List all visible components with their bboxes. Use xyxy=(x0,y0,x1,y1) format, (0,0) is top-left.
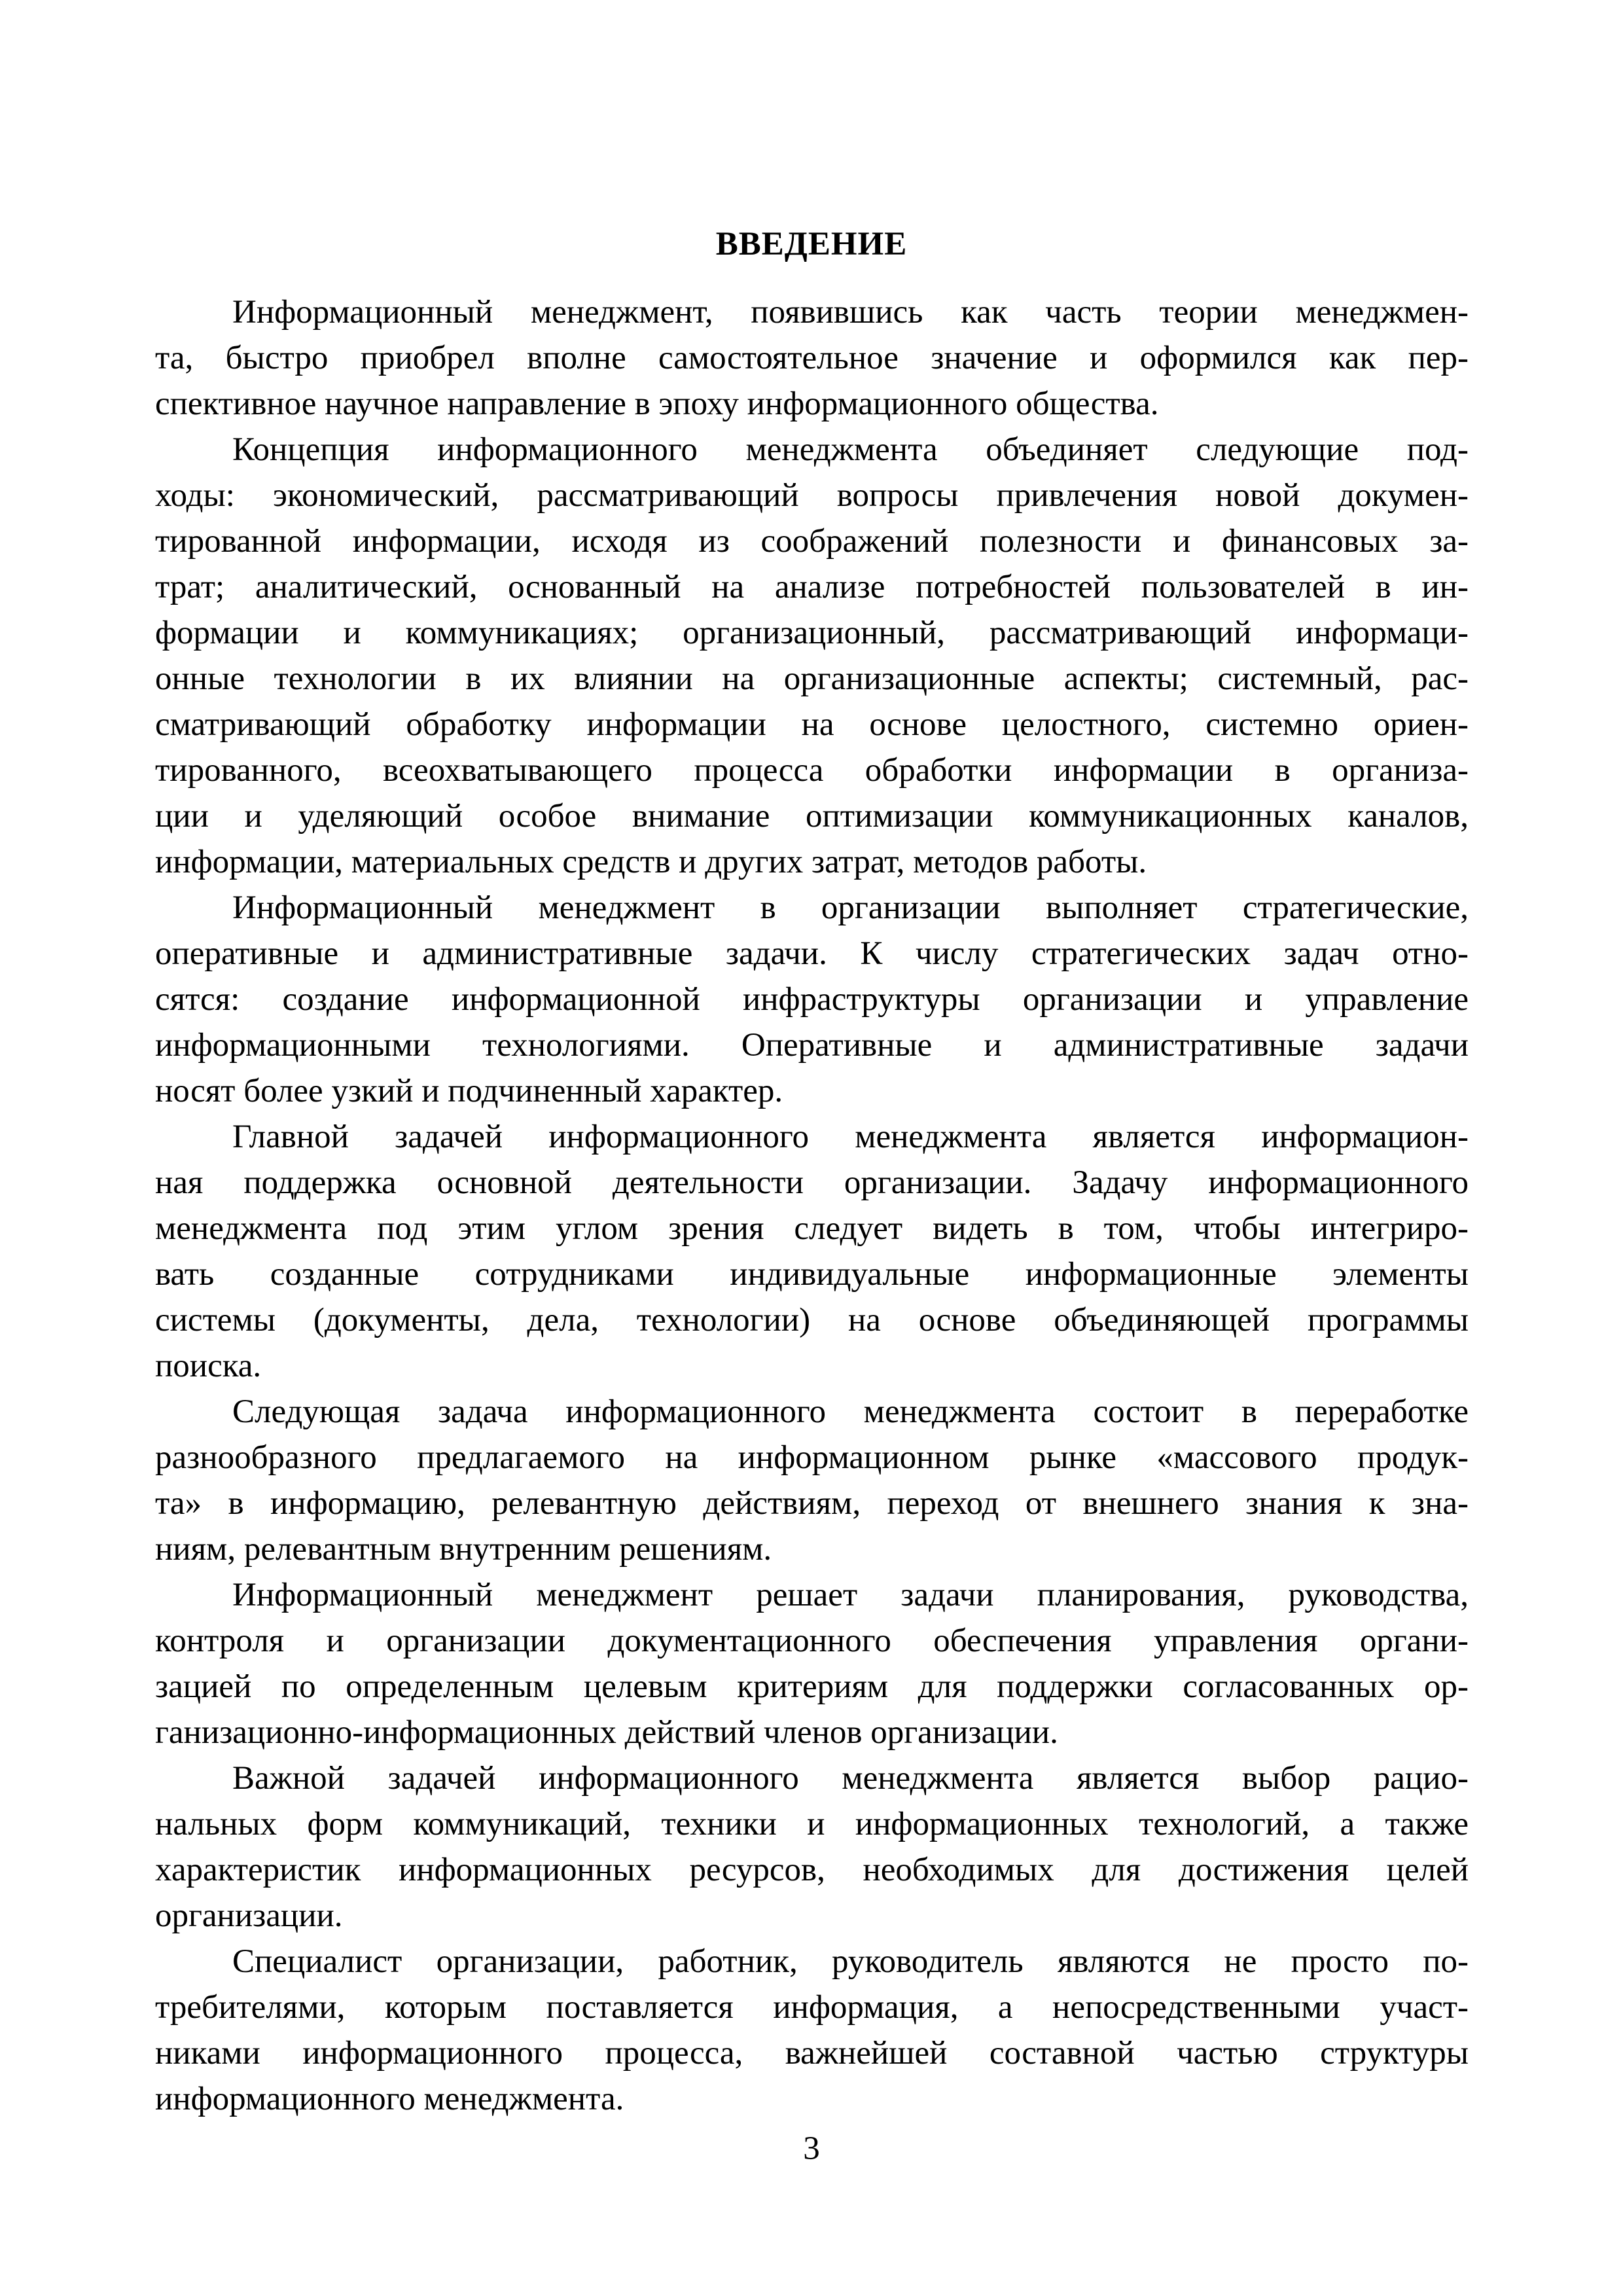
paragraph-line: нальных форм коммуникаций, техники и информационных технологий, а также xyxy=(155,1806,1469,1842)
paragraph-line: ганизационно-информационных действий членов организации. xyxy=(155,1714,1058,1751)
paragraph-line: менеджмента под этим углом зрения следует видеть в том, чтобы интегриро- xyxy=(155,1210,1469,1247)
paragraph-line: Информационный менеджмент в организации выполняет стратегические, xyxy=(232,889,1469,926)
paragraph-line: оперативные и административные задачи. К числу стратегических задач отно- xyxy=(155,935,1469,972)
paragraph-line: носят более узкий и подчиненный характер. xyxy=(155,1073,783,1109)
paragraph-line: ции и уделяющий особое внимание оптимизации коммуникационных каналов, xyxy=(155,798,1469,834)
paragraph-line: зацией по определенным целевым критериям для поддержки согласованных ор- xyxy=(155,1668,1469,1705)
paragraph-line: Информационный менеджмент, появившись как часть теории менеджмен- xyxy=(232,294,1469,331)
paragraph-line: вать созданные сотрудниками индивидуальные информационные элементы xyxy=(155,1256,1469,1293)
paragraph-line: Важной задачей информационного менеджмента является выбор рацио- xyxy=(232,1760,1469,1797)
paragraph-line: контроля и организации документационного обеспечения управления органи- xyxy=(155,1623,1469,1659)
paragraph-line: та» в информацию, релевантную действиям, переход от внешнего знания к зна- xyxy=(155,1485,1469,1522)
paragraph-line: информации, материальных средств и других затрат, методов работы. xyxy=(155,844,1147,880)
paragraph-line: ниям, релевантным внутренним решениям. xyxy=(155,1531,772,1568)
paragraph-line: разнообразного предлагаемого на информационном рынке «массового продук- xyxy=(155,1439,1469,1476)
paragraph-line: тированной информации, исходя из соображений полезности и финансовых за- xyxy=(155,523,1469,560)
paragraph-line: Специалист организации, работник, руководитель являются не просто по- xyxy=(232,1943,1469,1980)
paragraph-line: системы (документы, дела, технологии) на основе объединяющей программы xyxy=(155,1302,1469,1338)
body-paragraph xyxy=(155,289,1469,427)
body-paragraph xyxy=(155,1572,1469,1755)
paragraph-line: требителями, которым поставляется информация, а непосредственными участ- xyxy=(155,1989,1469,2026)
paragraph-line: Концепция информационного менеджмента объединяет следующие под- xyxy=(232,431,1469,468)
paragraph-line: формации и коммуникациях; организационный, рассматривающий информаци- xyxy=(155,615,1469,651)
body-paragraph xyxy=(155,1755,1469,1939)
paragraph-line: сятся: создание информационной инфраструктуры организации и управление xyxy=(155,981,1469,1018)
paragraph-line: Информационный менеджмент решает задачи планирования, руководства, xyxy=(232,1577,1469,1613)
paragraph-line: ходы: экономический, рассматривающий вопросы привлечения новой докумен- xyxy=(155,477,1469,514)
body-paragraph xyxy=(155,427,1469,885)
body-paragraph xyxy=(155,885,1469,1114)
paragraph-line: ная поддержка основной деятельности организации. Задачу информационного xyxy=(155,1164,1469,1201)
body-paragraph xyxy=(155,1114,1469,1389)
paragraph-line: спективное научное направление в эпоху информационного общества. xyxy=(155,386,1159,422)
paragraph-line: поиска. xyxy=(155,1348,262,1384)
document-body xyxy=(155,289,1469,2122)
body-paragraph xyxy=(155,1389,1469,1572)
paragraph-line: никами информационного процесса, важнейшей составной частью структуры xyxy=(155,2035,1469,2072)
paragraph-line: онные технологии в их влиянии на организационные аспекты; системный, рас- xyxy=(155,660,1469,697)
paragraph-line: информационными технологиями. Оперативные и административные задачи xyxy=(155,1027,1469,1064)
paragraph-line: трат; аналитический, основанный на анализе потребностей пользователей в ин- xyxy=(155,569,1469,605)
page-title: ВВЕДЕНИЕ xyxy=(715,226,908,262)
page-number: 3 xyxy=(803,2130,820,2167)
paragraph-line: Главной задачей информационного менеджмента является информацион- xyxy=(232,1119,1469,1155)
body-paragraph xyxy=(155,1939,1469,2122)
paragraph-line: тированного, всеохватывающего процесса обработки информации в организа- xyxy=(155,752,1469,789)
paragraph-line: Следующая задача информационного менеджмента состоит в переработке xyxy=(232,1393,1469,1430)
paragraph-line: та, быстро приобрел вполне самостоятельное значение и оформился как пер- xyxy=(155,340,1469,376)
paragraph-line: характеристик информационных ресурсов, необходимых для достижения целей xyxy=(155,1852,1469,1888)
paragraph-line: организации. xyxy=(155,1897,343,1934)
paragraph-line: сматривающий обработку информации на основе целостного, системно ориен- xyxy=(155,706,1469,743)
paragraph-line: информационного менеджмента. xyxy=(155,2081,624,2117)
